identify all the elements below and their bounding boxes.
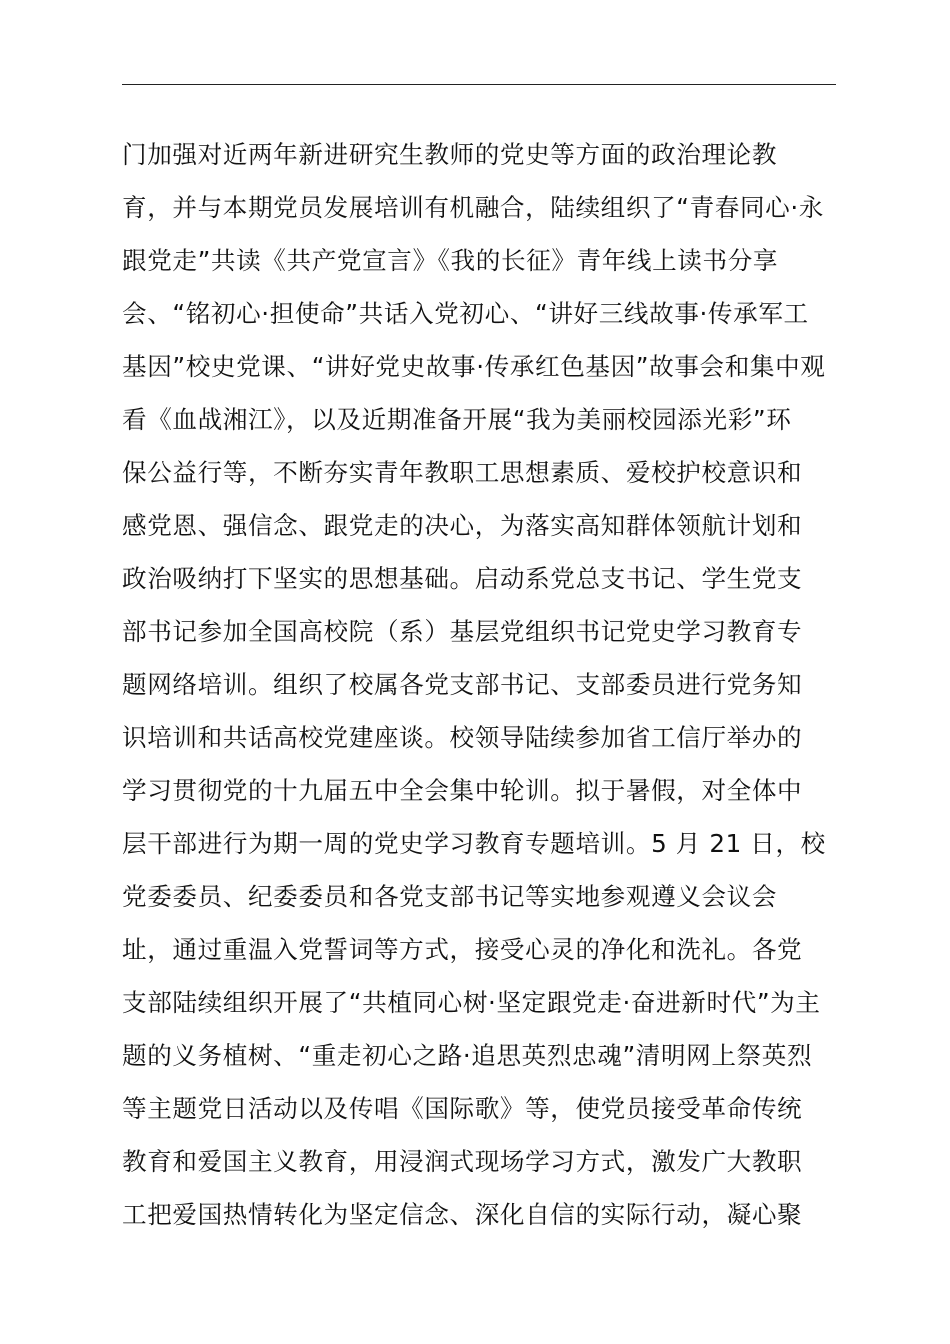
text-line: 政治吸纳打下坚实的思想基础。启动系党总支书记、学生党支 bbox=[122, 564, 803, 593]
text-line: 题的义务植树、“重走初心之路·追思英烈忠魂”清明网上祭英烈 bbox=[122, 1041, 813, 1070]
text-line: 等主题党日活动以及传唱《国际歌》等，使党员接受革命传统 bbox=[122, 1094, 803, 1123]
text-line: 题网络培训。组织了校属各党支部书记、支部委员进行党务知 bbox=[122, 670, 803, 699]
text-line: 工把爱国热情转化为坚定信念、深化自信的实际行动，凝心聚 bbox=[122, 1200, 803, 1229]
text-line: 部书记参加全国高校院（系）基层党组织书记党史学习教育专 bbox=[122, 617, 803, 646]
text-line: 门加强对近两年新进研究生教师的党史等方面的政治理论教 bbox=[122, 140, 778, 169]
text-line: 学习贯彻党的十九届五中全会集中轮训。拟于暑假，对全体中 bbox=[122, 776, 803, 805]
text-line: 保公益行等，不断夯实青年教职工思想素质、爱校护校意识和 bbox=[122, 458, 803, 487]
text-line: 跟党走”共读《共产党宣言》《我的长征》青年线上读书分享 bbox=[122, 246, 779, 275]
text-line: 感党恩、强信念、跟党走的决心，为落实高知群体领航计划和 bbox=[122, 511, 803, 540]
text-line: 基因”校史党课、“讲好党史故事·传承红色基因”故事会和集中观 bbox=[122, 352, 826, 381]
text-line: 党委委员、纪委委员和各党支部书记等实地参观遵义会议会 bbox=[122, 882, 778, 911]
header-rule bbox=[122, 84, 836, 85]
text-line: 址，通过重温入党誓词等方式，接受心灵的净化和洗礼。各党 bbox=[122, 935, 803, 964]
text-line: 层干部进行为期一周的党史学习教育专题培训。5 月 21 日，校 bbox=[122, 829, 826, 858]
text-line: 教育和爱国主义教育，用浸润式现场学习方式，激发广大教职 bbox=[122, 1147, 803, 1176]
text-line: 支部陆续组织开展了“共植同心树·坚定跟党走·奋进新时代”为主 bbox=[122, 988, 821, 1017]
body-paragraph bbox=[122, 128, 842, 1241]
text-line: 识培训和共话高校党建座谈。校领导陆续参加省工信厅举办的 bbox=[122, 723, 803, 752]
text-line: 看《血战湘江》，以及近期准备开展“我为美丽校园添光彩”环 bbox=[122, 405, 792, 434]
text-line: 育，并与本期党员发展培训有机融合，陆续组织了“青春同心·永 bbox=[122, 193, 824, 222]
text-line: 会、“铭初心·担使命”共话入党初心、“讲好三线故事·传承军工 bbox=[122, 299, 809, 328]
